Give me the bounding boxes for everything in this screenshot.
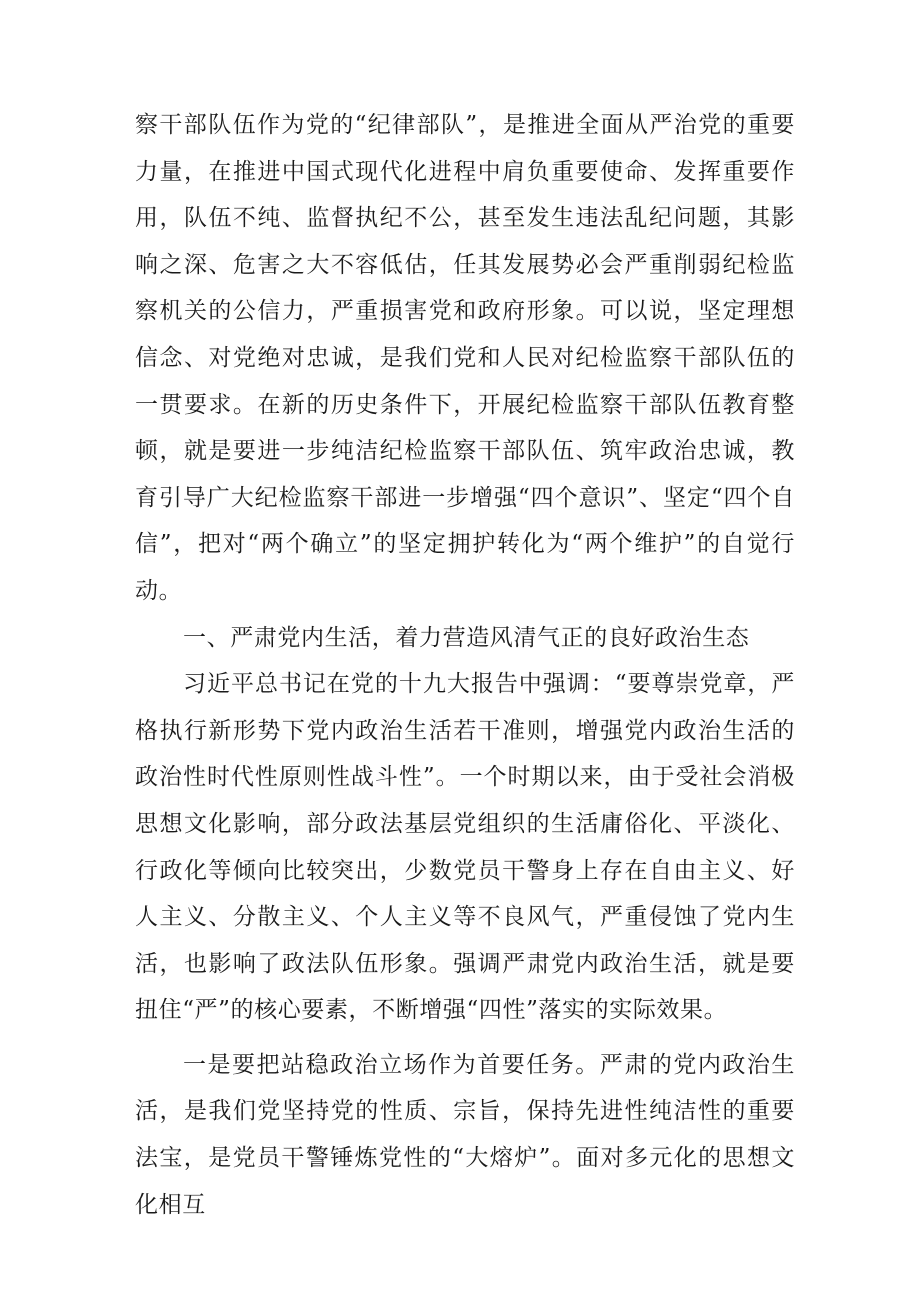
section-heading-1: 一、严肃党内生活，着力营造风清气正的良好政治生态: [183, 624, 750, 651]
paragraph-gap: [135, 1034, 795, 1042]
document-body: [135, 102, 795, 1228]
body-paragraph-3: 一是要把站稳政治立场作为首要任务。严肃的党内政治生活，是我们党坚持党的性质、宗旨，保持先进性纯洁性的重要法宝，是党员干警锤炼党性的“大熔炉”。面对多元化的思想文化相互: [135, 1051, 795, 1218]
body-paragraph-2: 习近平总书记在党的十九大报告中强调：“要尊崇党章，严格执行新形势下党内政治生活若干准则，增强党内政治生活的政治性时代性原则性战斗性”。一个时期以来，由于受社会消极思想文化影响，部分政法基层党组织的生活庸俗化、平淡化、行政化等倾向比较突出，少数党员干警身上存在自由主义、好人主义、分散主义、个人主义等不良风气，严重侵蚀了党内生活，也影响了政法队伍形象。强调严肃党内政治生活，就是要扭住“严”的核心要素，不断增强“四性”落实的实际效果。: [135, 671, 795, 1024]
body-paragraph-1: 察干部队伍作为党的“纪律部队”，是推进全面从严治党的重要力量，在推进中国式现代化进程中肩负重要使命、发挥重要作用，队伍不纯、监督执纪不公，甚至发生违法乱纪问题，其影响之深、危害之大不容低估，任其发展势必会严重削弱纪检监察机关的公信力，严重损害党和政府形象。可以说，坚定理想信念、对党绝对忠诚，是我们党和人民对纪检监察干部队伍的一贯要求。在新的历史条件下，开展纪检监察干部队伍教育整顿，就是要进一步纯洁纪检监察干部队伍、筑牢政治忠诚，教育引导广大纪检监察干部进一步增强“四个意识”、坚定“四个自信”，把对“两个确立”的坚定拥护转化为“两个维护”的自觉行动。: [135, 112, 795, 604]
